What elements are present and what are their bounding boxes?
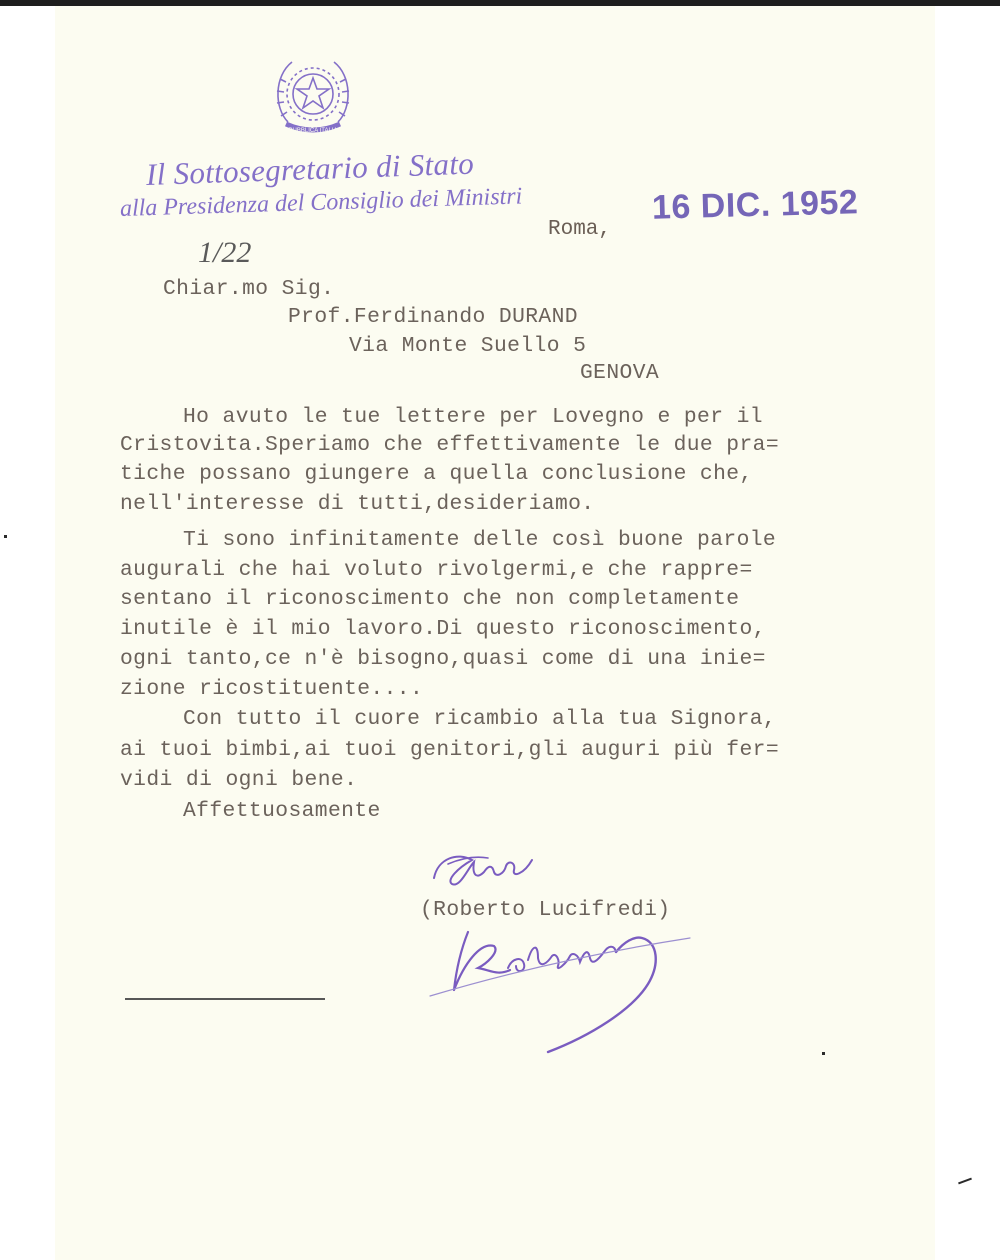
body-line: ai tuoi bimbi,ai tuoi genitori,gli auguri più fer= — [120, 738, 780, 762]
closing: Affettuosamente — [183, 799, 381, 823]
scan-speck — [822, 1052, 825, 1055]
date-stamp: 16 DIC. 1952 — [651, 183, 859, 227]
place: Roma, — [548, 218, 612, 241]
handwritten-tuo — [428, 838, 548, 898]
body-line: augurali che hai voluto rivolgermi,e che rappre= — [120, 558, 753, 582]
republic-emblem-icon — [272, 52, 354, 140]
body-line: ogni tanto,ce n'è bisogno,quasi come di una inie= — [120, 647, 766, 671]
recipient-name: Prof.Ferdinando DURAND — [288, 305, 578, 329]
body-line: nell'interesse di tutti,desideriamo. — [120, 492, 595, 516]
signer-name: (Roberto Lucifredi) — [420, 898, 671, 922]
recipient-street: Via Monte Suello 5 — [349, 334, 587, 358]
scan-speck — [4, 535, 7, 538]
body-line: zione ricostituente.... — [120, 677, 424, 701]
body-line: tiche possano giungere a quella conclusione che, — [120, 462, 753, 486]
body-line: inutile è il mio lavoro.Di questo riconoscimento, — [120, 617, 766, 641]
salutation: Chiar.mo Sig. — [163, 277, 335, 301]
closing-rule — [125, 998, 325, 1000]
recipient-city: GENOVA — [580, 361, 660, 385]
emblem-ribbon-text: REPUBBLICA ITALIANA — [280, 128, 346, 134]
letterhead-subtitle: alla Presidenza del Consiglio dei Ministri — [119, 183, 523, 222]
body-line: sentano il riconoscimento che non completamente — [120, 587, 740, 611]
body-line: vidi di ogni bene. — [120, 768, 358, 792]
body-line: Ho avuto le tue lettere per Lovegno e per il — [183, 405, 763, 429]
letterhead-title: Il Sottosegretario di Stato — [145, 145, 475, 192]
body-line: Cristovita.Speriamo che effettivamente le due pra= — [120, 433, 780, 457]
body-line: Ti sono infinitamente delle così buone parole — [183, 528, 777, 552]
protocol-number: 1/22 — [198, 236, 252, 269]
handwritten-signature — [420, 912, 700, 1057]
body-line: Con tutto il cuore ricambio alla tua Signora, — [183, 707, 777, 731]
scan-speck — [958, 1178, 972, 1185]
